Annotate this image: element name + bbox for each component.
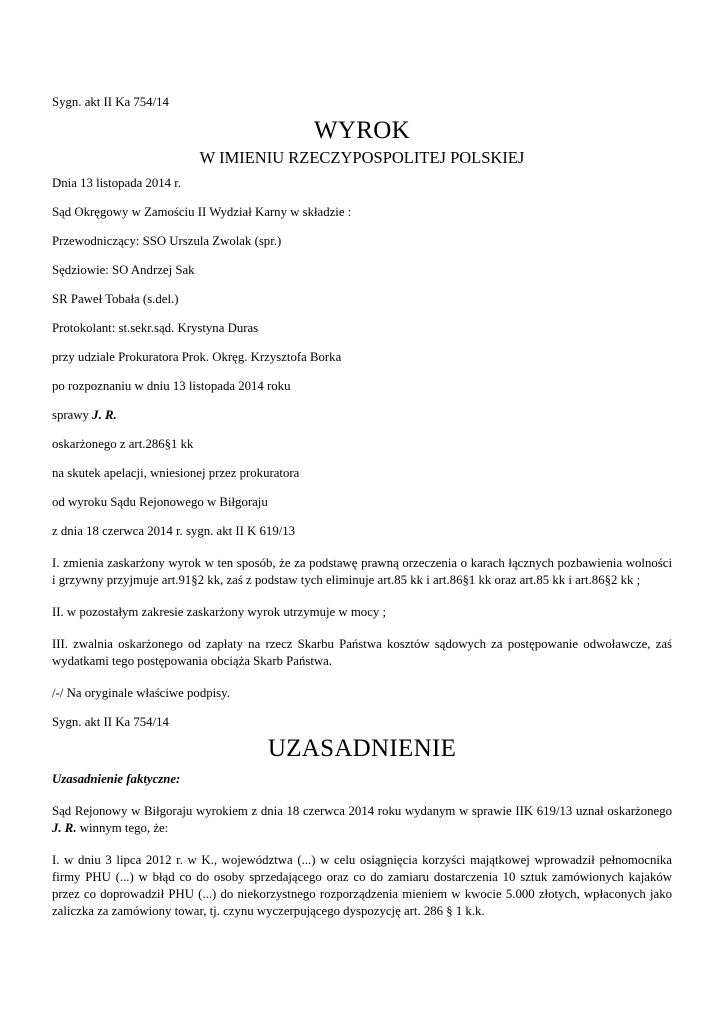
hearing-date: po rozpoznaniu w dniu 13 listopada 2014 roku — [52, 379, 291, 393]
prosecutor: przy udziale Prokuratora Prok. Okręg. Krzysztofa Borka — [52, 350, 342, 364]
judges: Sędziowie: SO Andrzej Sak — [52, 263, 195, 277]
verdict-subtitle: W IMIENIU RZECZYPOSPOLITEJ POLSKIEJ — [199, 148, 525, 167]
case-of — [52, 407, 672, 424]
verdict-point-1: I. zmienia zaskarżony wyrok w ten sposób, że za podstawę prawną orzeczenia o karach łącznych pozbawienia wolności i grzywny przyjmuje art.91§2 kk, zaś z podstaw tych eliminuje art.85 kk i art.86§1 kk oraz art.85 kk i art.86§2 kk ; — [52, 556, 672, 587]
presiding-judge: Przewodniczący: SSO Urszula Zwolak (spr.) — [52, 234, 282, 248]
case-prefix: sprawy — [52, 408, 93, 422]
verdict-title: WYROK — [314, 117, 410, 144]
verdict-date: Dnia 13 listopada 2014 r. — [52, 176, 182, 190]
justification-title: UZASADNIENIE — [267, 735, 457, 762]
para1-end: winnym tego, że: — [76, 821, 169, 835]
para1-defendant: J. R. — [52, 821, 77, 835]
appeal-info: na skutek apelacji, wniesionej przez prokuratora — [52, 466, 300, 480]
charge: oskarżonego z art.286§1 kk — [52, 437, 194, 451]
section-heading: Uzasadnienie faktyczne: — [52, 772, 181, 786]
signatures-note: /-/ Na oryginale właściwe podpisy. — [52, 686, 230, 700]
second-judge: SR Paweł Tobała (s.del.) — [52, 292, 179, 306]
court-recorder: Protokolant: st.sekr.sąd. Krystyna Duras — [52, 321, 259, 335]
court-composition: Sąd Okręgowy w Zamościu II Wydział Karny w składzie : — [52, 205, 352, 219]
justification-signature: Sygn. akt II Ka 754/14 — [52, 715, 169, 729]
justification-paragraph-1 — [52, 803, 672, 837]
verdict-point-2: II. w pozostałym zakresie zaskarżony wyrok utrzymuje w mocy ; — [52, 605, 387, 619]
ruling-date: z dnia 18 czerwca 2014 r. sygn. akt II K 619/13 — [52, 524, 296, 538]
para1-text: Sąd Rejonowy w Biłgoraju wyrokiem z dnia 18 czerwca 2014 roku wydanym w sprawie IIK 619/13 uznał oskarżonego — [52, 804, 672, 818]
defendant-name: J. R. — [92, 408, 117, 422]
lower-court-ruling: od wyroku Sądu Rejonowego w Biłgoraju — [52, 495, 268, 509]
case-signature: Sygn. akt II Ka 754/14 — [52, 95, 169, 109]
justification-paragraph-2: I. w dniu 3 lipca 2012 r. w K., województwa (...) w celu osiągnięcia korzyści majątkowej wprowadził pełnomocnika firmy PHU (...) w błąd co do osoby sprzedającego oraz co do zamiaru dostarczenia 10 sztuk zamówionych kajaków przez co doprowadził PHU (...) do niekorzystnego rozporządzenia mieniem w kwocie 5.000 złotych, wpłaconych jako zaliczka za zamówiony towar, tj. czynu wyczerpującego dyspozycję art. 286 § 1 k.k. — [52, 853, 672, 918]
verdict-point-3: III. zwalnia oskarżonego od zapłaty na rzecz Skarbu Państwa kosztów sądowych za postępowanie odwoławcze, zaś wydatkami tego postępowania obciąża Skarb Państwa. — [52, 637, 672, 668]
document-page — [52, 94, 672, 932]
